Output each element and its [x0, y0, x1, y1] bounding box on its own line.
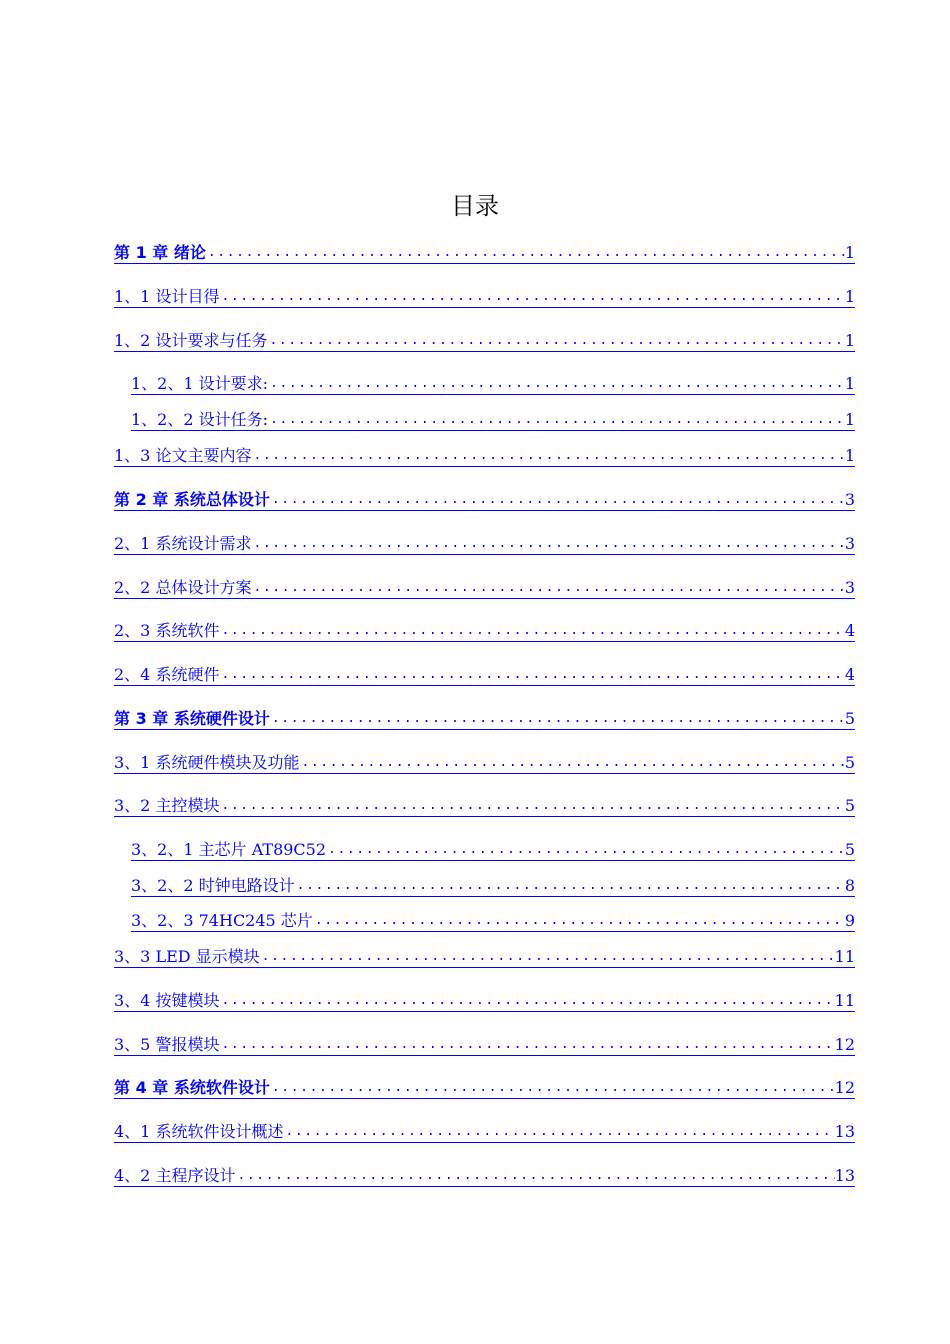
toc-entry-label: 3、3 LED 显示模块	[114, 947, 260, 966]
toc-entry[interactable]	[114, 574, 855, 599]
toc-entry[interactable]	[131, 836, 855, 861]
toc-entry-label: 2、3 系统软件	[114, 621, 220, 640]
toc-entry[interactable]	[131, 872, 855, 897]
toc-page-number: 3	[844, 578, 855, 597]
toc-entry-label: 1、2 设计要求与任务	[114, 331, 268, 350]
toc-page-number: 12	[834, 1078, 855, 1097]
toc-entry-label: 第 1 章 绪论	[114, 243, 206, 262]
toc-entry-label: 4、1 系统软件设计概述	[114, 1122, 284, 1141]
toc-leader-dots	[251, 446, 844, 466]
toc-entry-label: 2、1 系统设计需求	[114, 534, 252, 553]
toc-page-number: 1	[844, 446, 855, 465]
toc-entry-label: 2、2 总体设计方案	[114, 578, 252, 597]
toc-entry[interactable]	[131, 370, 855, 395]
toc-page-number: 8	[844, 876, 855, 895]
toc-leader-dots	[260, 947, 835, 967]
toc-page-number: 13	[834, 1122, 855, 1141]
toc-page-number: 9	[844, 911, 855, 930]
toc-page-number: 3	[844, 490, 855, 509]
toc-leader-dots	[219, 991, 834, 1011]
toc-entry[interactable]	[114, 530, 855, 555]
toc-leader-dots	[326, 840, 845, 860]
toc-entry[interactable]	[114, 661, 855, 686]
toc-entry-label: 1、1 设计目得	[114, 287, 220, 306]
toc-entry-label: 1、3 论文主要内容	[114, 446, 252, 465]
toc-entry-label: 1、2、1 设计要求:	[131, 374, 269, 393]
toc-entry[interactable]	[114, 1074, 855, 1099]
toc-entry[interactable]	[114, 943, 855, 968]
toc-entry-label: 3、2 主控模块	[114, 796, 220, 815]
toc-page-number: 4	[844, 665, 855, 684]
toc-leader-dots	[270, 1078, 835, 1098]
toc-entry[interactable]	[114, 327, 855, 352]
toc-entry[interactable]	[114, 486, 855, 511]
toc-entry[interactable]	[114, 792, 855, 817]
toc-entry[interactable]	[114, 1031, 855, 1056]
toc-entry[interactable]	[114, 1118, 855, 1143]
toc-leader-dots	[219, 621, 844, 641]
toc-entry-label: 3、2、1 主芯片 AT89C52	[131, 840, 327, 859]
toc-page-number: 5	[844, 840, 855, 859]
toc-entry-label: 第 4 章 系统软件设计	[114, 1078, 270, 1097]
toc-leader-dots	[313, 911, 845, 931]
toc-page-number: 5	[844, 753, 855, 772]
toc-page-number: 5	[844, 796, 855, 815]
toc-leader-dots	[270, 490, 845, 510]
toc-leader-dots	[235, 1166, 834, 1186]
toc-leader-dots	[268, 410, 845, 430]
toc-entry-label: 3、1 系统硬件模块及功能	[114, 753, 300, 772]
toc-title: 目录	[451, 192, 499, 220]
toc-entry[interactable]	[114, 1162, 855, 1187]
toc-page-number: 4	[844, 621, 855, 640]
toc-page-number: 1	[844, 287, 855, 306]
toc-entry-label: 第 3 章 系统硬件设计	[114, 709, 270, 728]
toc-page-number: 12	[834, 1035, 855, 1054]
toc-entry[interactable]	[114, 749, 855, 774]
toc-entry-label: 1、2、2 设计任务:	[131, 410, 269, 429]
toc-leader-dots	[219, 796, 844, 816]
toc-entry-label: 4、2 主程序设计	[114, 1166, 236, 1185]
toc-page-number: 11	[834, 947, 855, 966]
toc-leader-dots	[268, 374, 845, 394]
toc-leader-dots	[251, 534, 844, 554]
toc-entry-label: 3、2、3 74HC245 芯片	[131, 911, 313, 930]
toc-page-number: 5	[844, 709, 855, 728]
toc-leader-dots	[219, 665, 844, 685]
toc-leader-dots	[270, 709, 845, 729]
toc-entry-label: 2、4 系统硬件	[114, 665, 220, 684]
toc-entry[interactable]	[114, 987, 855, 1012]
toc-entry-label: 3、2、2 时钟电路设计	[131, 876, 295, 895]
toc-entry[interactable]	[114, 705, 855, 730]
toc-leader-dots	[251, 578, 844, 598]
toc-leader-dots	[206, 243, 845, 263]
toc-entry[interactable]	[131, 406, 855, 431]
toc-leader-dots	[295, 876, 845, 896]
toc-entry[interactable]	[114, 283, 855, 308]
toc-page-number: 1	[844, 374, 855, 393]
toc-page-number: 11	[834, 991, 855, 1010]
toc-leader-dots	[283, 1122, 834, 1142]
toc-leader-dots	[219, 1035, 834, 1055]
toc-page-number: 1	[844, 331, 855, 350]
toc-page-number: 1	[844, 410, 855, 429]
toc-leader-dots	[219, 287, 844, 307]
toc-entry[interactable]	[131, 907, 855, 932]
toc-page-number: 13	[834, 1166, 855, 1185]
toc-entry-label: 第 2 章 系统总体设计	[114, 490, 270, 509]
toc-leader-dots	[299, 753, 844, 773]
toc-page-number: 1	[844, 243, 855, 262]
toc-entry-label: 3、5 警报模块	[114, 1035, 220, 1054]
toc-entry-label: 3、4 按键模块	[114, 991, 220, 1010]
toc-entry[interactable]	[114, 442, 855, 467]
toc-leader-dots	[267, 331, 844, 351]
toc-entry[interactable]	[114, 239, 855, 264]
toc-page-number: 3	[844, 534, 855, 553]
toc-entry[interactable]	[114, 617, 855, 642]
